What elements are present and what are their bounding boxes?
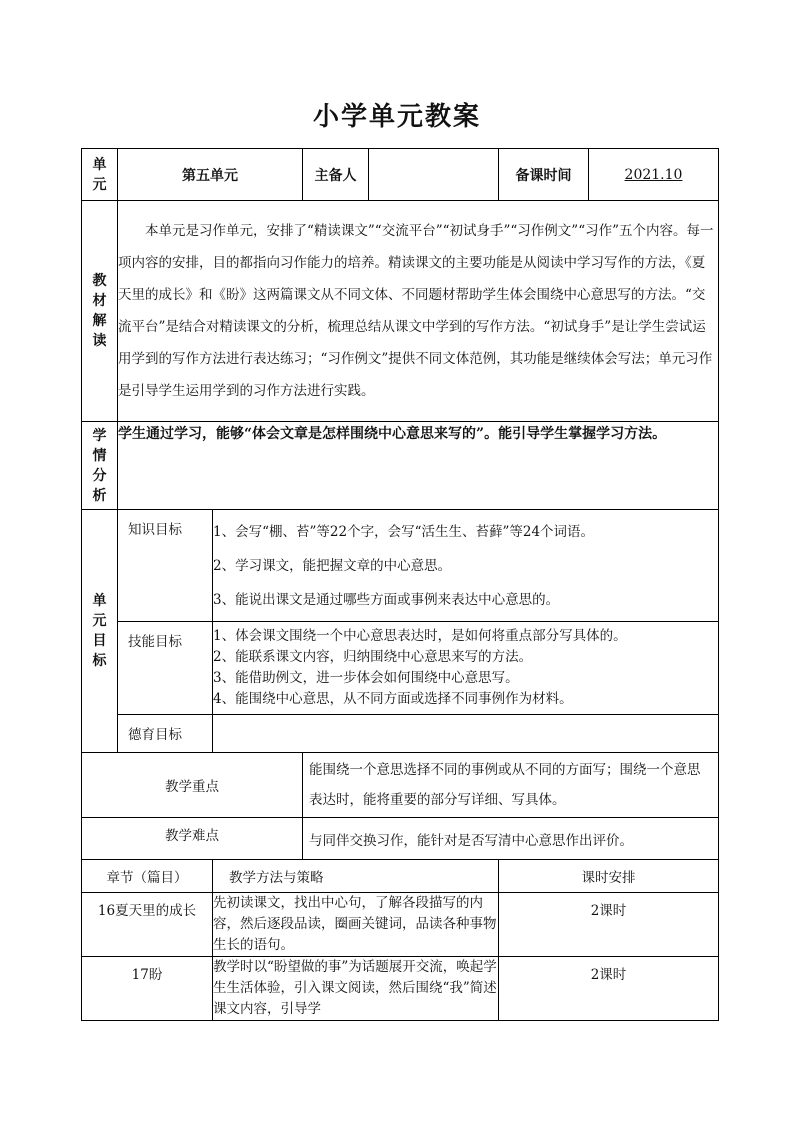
list-item: 3、能说出课文是通过哪些方面或事例来表达中心意思的。 xyxy=(213,591,560,608)
skill-goal-label: 技能目标 xyxy=(118,622,213,715)
list-item: 4、能围绕中心意思，从不同方面或选择不同事例作为材料。 xyxy=(213,691,573,707)
moral-goal-label: 德育目标 xyxy=(118,715,213,753)
list-item: 1、会写“棚、苔”等22个字，会写“活生生、苔藓”等24个词语。 xyxy=(213,523,595,540)
table-row xyxy=(82,893,719,957)
table-row xyxy=(82,957,719,1021)
skill-goal-row xyxy=(82,622,719,715)
chapter-header: 章节（篇目） xyxy=(82,860,213,893)
schedule-header-row xyxy=(82,860,719,893)
moral-goal-row xyxy=(82,715,719,753)
hours-cell: 2课时 xyxy=(499,893,719,957)
knowledge-goal-list xyxy=(213,510,719,622)
material-label: 教 材 解 读 xyxy=(82,201,118,422)
list-item: 3、能借助例文，进一步体会如何围绕中心意思写。 xyxy=(213,670,519,686)
knowledge-goal-label: 知识目标 xyxy=(118,510,213,622)
unit-goals-label: 单 元 目 标 xyxy=(82,510,118,753)
chapter-cell: 16夏天里的成长 xyxy=(82,893,213,957)
difficulty-text: 与同伴交换习作，能针对是否写清中心意思作出评价。 xyxy=(303,818,719,860)
focus-row xyxy=(82,753,719,818)
prep-time-value xyxy=(589,149,719,201)
unit-label: 单 元 xyxy=(82,149,118,201)
chapter-cell: 17盼 xyxy=(82,957,213,1021)
focus-label: 教学重点 xyxy=(82,753,303,818)
prep-time-label: 备课时间 xyxy=(499,149,589,201)
analysis-row xyxy=(82,422,719,510)
method-cell: 教学时以“盼望做的事”为话题展开交流，唤起学生生活体验，引入课文阅读，然后围绕“我”简述课文内容，引导学 xyxy=(213,957,499,1021)
analysis-text: 学生通过学习，能够“体会文章是怎样围绕中心意思来写的”。能引导学生掌握学习方法。 xyxy=(118,422,719,510)
material-text: 本单元是习作单元，安排了“精读课文”“交流平台”“初试身手”“习作例文”“习作”五个内容。每一项内容的安排，目的都指向习作能力的培养。精读课文的主要功能是从阅读中学习写作的方法，《夏天里的成长》和《盼》这两篇课文从不同文体、不同题材帮助学生体会围绕中心意思写的方法。“交流平台”是结合对精读课文的分析，梳理总结从课文中学到的写作方法。“初试身手”是让学生尝试运用学到的写作方法进行表达练习；“习作例文”提供不同文体范例，其功能是继续体会写法；单元习作是引导学生运用学到的习作方法进行实践。 xyxy=(118,201,719,422)
moral-goal-value xyxy=(213,715,719,753)
unit-value: 第五单元 xyxy=(118,149,303,201)
header-row xyxy=(82,149,719,201)
hours-header: 课时安排 xyxy=(499,860,719,893)
method-cell: 先初读课文，找出中心句，了解各段描写的内容，然后逐段品读，圈画关键词，品读各种事物生长的语句。 xyxy=(213,893,499,957)
list-item: 1、体会课文围绕一个中心意思表达时，是如何将重点部分写具体的。 xyxy=(213,628,627,644)
hours-cell: 2课时 xyxy=(499,957,719,1021)
skill-goal-list xyxy=(213,622,719,715)
prep-time-text: 2021.10 xyxy=(624,166,683,183)
preparer-value xyxy=(369,149,499,201)
preparer-label: 主备人 xyxy=(303,149,369,201)
list-item: 2、学习课文，能把握文章的中心意思。 xyxy=(213,557,452,574)
material-row xyxy=(82,201,719,422)
focus-text: 能围绕一个意思选择不同的事例或从不同的方面写；围绕一个意思表达时，能将重要的部分写详细、写具体。 xyxy=(303,753,719,818)
difficulty-row xyxy=(82,818,719,860)
analysis-label: 学 情 分 析 xyxy=(82,422,118,510)
difficulty-label: 教学难点 xyxy=(82,818,303,860)
lesson-plan-table xyxy=(81,148,719,1021)
document-title: 小学单元教案 xyxy=(312,102,481,132)
list-item: 2、能联系课文内容，归纳围绕中心意思来写的方法。 xyxy=(213,649,533,665)
method-header: 教学方法与策略 xyxy=(213,860,499,893)
knowledge-goal-row xyxy=(82,510,719,622)
